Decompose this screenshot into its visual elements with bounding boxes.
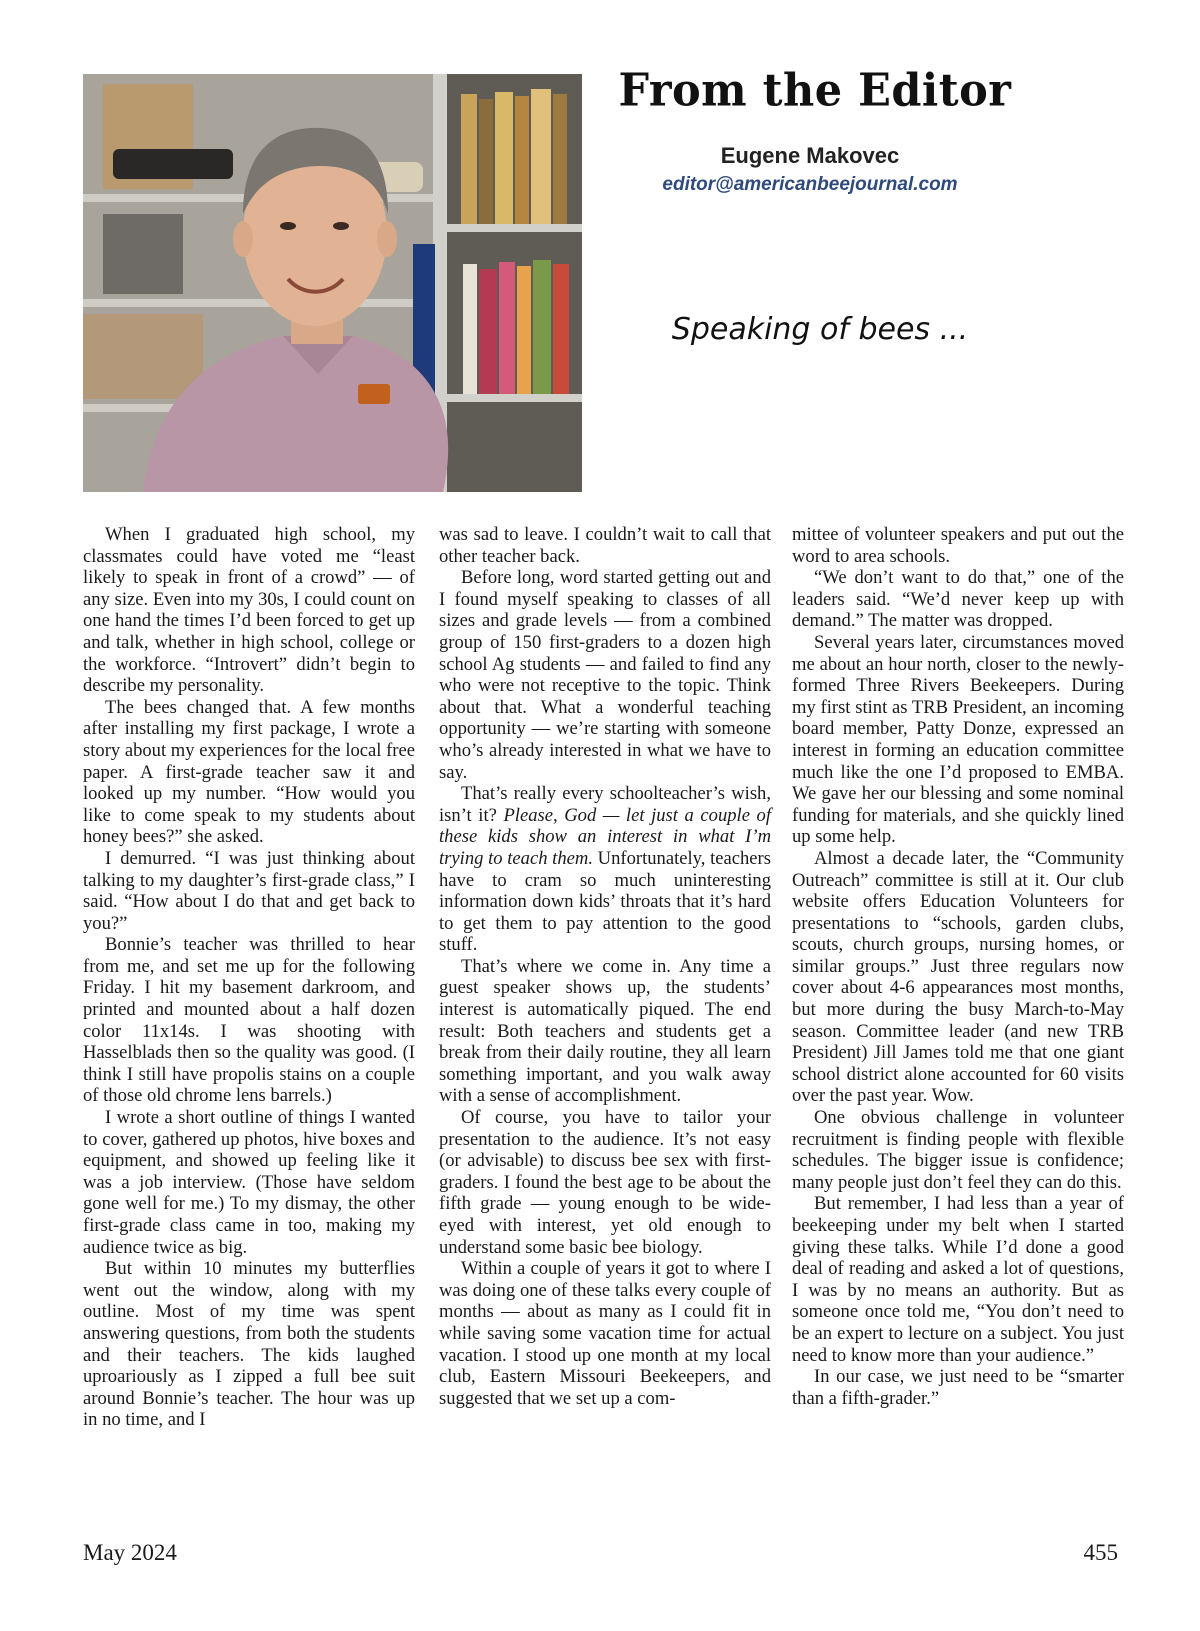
paragraph: One obvious challenge in volunteer recruitment is finding people with flexible schedules. The bigger issue is confidence; many people just don’t feel they can do this. <box>792 1107 1124 1193</box>
page-number: 455 <box>1083 1540 1118 1565</box>
paragraph: Almost a decade later, the “Community Outreach” committee is still at it. Our club website offers Education Volunteers for presentations to “schools, garden clubs, scouts, church groups, nursing homes, or similar groups.” Just three regulars now cover about 4-6 appearances most months, but more during the busy March-to-May season. Committee leader (and new TRB President) Jill James told me that one giant school district alone accounted for 60 visits over the past year. Wow. <box>792 847 1124 1107</box>
paragraph: When I graduated high school, my classmates could have voted me “least likely to speak in front of a crowd” — of any size. Even into my 30s, I could count on one hand the times I’d been forced to get up and talk, whether in high school, college or the workforce. “Introvert” didn’t begin to describe my personality. <box>83 524 415 697</box>
paragraph-text: Unfortunately, teachers have to cram so much uninteresting information down kids’ throats that it’s hard to get them to pay attention to the good stuff. <box>439 847 771 956</box>
paragraph: I demurred. “I was just thinking about talking to my daughter’s first-grade class,” I said. “How about I do that and get back to you?” <box>83 847 415 934</box>
author-email: editor@americanbeejournal.com <box>662 174 958 195</box>
paragraph: Before long, word started getting out and I found myself speaking to classes of all sizes and grade levels — from a combined group of 150 first-graders to a dozen high school Ag students — and failed to find any who were not receptive to the topic. Think about that. What a wonderful teaching opportunity — we’re starting with someone who’s already interested in what we have to say. <box>439 567 771 783</box>
paragraph: That’s where we come in. Any time a guest speaker shows up, the students’ interest is automatically piqued. The end result: Both teachers and students get a break from their daily routine, they all learn something important, and you walk away with a sense of accomplishment. <box>439 955 771 1107</box>
paragraph-text: That’s really every schoolteacher’s wish, isn’t it? <box>439 783 771 826</box>
paragraph: But remember, I had less than a year of beekeeping under my belt when I started giving these talks. While I’d done a good deal of reading and asked a lot of questions, I was by no means an authority. But as someone once told me, “You don’t need to be an expert to lecture on a subject. You just need to know more than your audience.” <box>792 1193 1124 1366</box>
paragraph: I wrote a short outline of things I wanted to cover, gathered up photos, hive boxes and equipment, and showed up feeling like it was a job interview. (Those have seldom gone well for me.) To my dismay, the other first-grade class came in too, making my audience twice as big. <box>83 1107 415 1258</box>
article-column-1 <box>83 524 415 1431</box>
paragraph: But within 10 minutes my butterflies went out the window, along with my outline. Most of my time was spent answering questions, from both the students and their teachers. The kids laughed uproariously as I zipped a full bee suit around Bonnie’s teacher. The hour was up in no time, and I <box>83 1258 415 1431</box>
article-subtitle: Speaking of bees ... <box>671 312 969 347</box>
paragraph: Bonnie’s teacher was thrilled to hear from me, and set me up for the following Friday. I hit my basement darkroom, and printed and mounted about a half dozen color 11x14s. I was shooting with Hasselblads then so the quality was good. (I think I still have propolis stains on a couple of those old chrome lens barrels.) <box>83 934 415 1107</box>
article-column-3 <box>792 524 1124 1409</box>
issue-date: May 2024 <box>83 1540 177 1565</box>
paragraph: The bees changed that. A few months after installing my first package, I wrote a story about my experiences for the local free paper. A first-grade teacher saw it and looked up my number. “How would you like to come speak to my students about honey bees?” she asked. <box>83 696 415 848</box>
paragraph <box>439 783 771 956</box>
paragraph: was sad to leave. I couldn’t wait to call that other teacher back. <box>439 524 771 567</box>
paragraph: mittee of volunteer speakers and put out the word to area schools. <box>792 524 1124 567</box>
article-column-2 <box>439 524 771 1409</box>
editor-portrait-photo <box>83 74 582 492</box>
paragraph: Several years later, circumstances moved me about an hour north, closer to the newly-formed Three Rivers Beekeepers. During my first stint as TRB President, an incoming board member, Patty Donze, expressed an interest in forming an education committee much like the one I’d proposed to EMBA. We gave her our blessing and some nominal funding for materials, and she quickly lined up some help. <box>792 631 1124 848</box>
author-name: Eugene Makovec <box>720 143 900 168</box>
paragraph: “We don’t want to do that,” one of the leaders said. “We’d never keep up with demand.” The matter was dropped. <box>792 567 1124 632</box>
section-title: From the Editor <box>618 64 1012 118</box>
paragraph: Within a couple of years it got to where I was doing one of these talks every couple of months — about as many as I could fit in while saving some vacation time for actual vacation. I stood up one month at my local club, Eastern Missouri Beekeepers, and suggested that we set up a com- <box>439 1258 771 1409</box>
italic-quote: Please, God — let just a couple of these kids show an interest in what I’m trying to teach them. <box>439 804 771 869</box>
paragraph: Of course, you have to tailor your presentation to the audience. It’s not easy (or advisable) to discuss bee sex with first-graders. I found the best age to be about the fifth grade — young enough to be wide-eyed with interest, yet old enough to understand some basic bee biology. <box>439 1107 771 1258</box>
paragraph: In our case, we just need to be “smarter than a fifth-grader.” <box>792 1366 1124 1409</box>
